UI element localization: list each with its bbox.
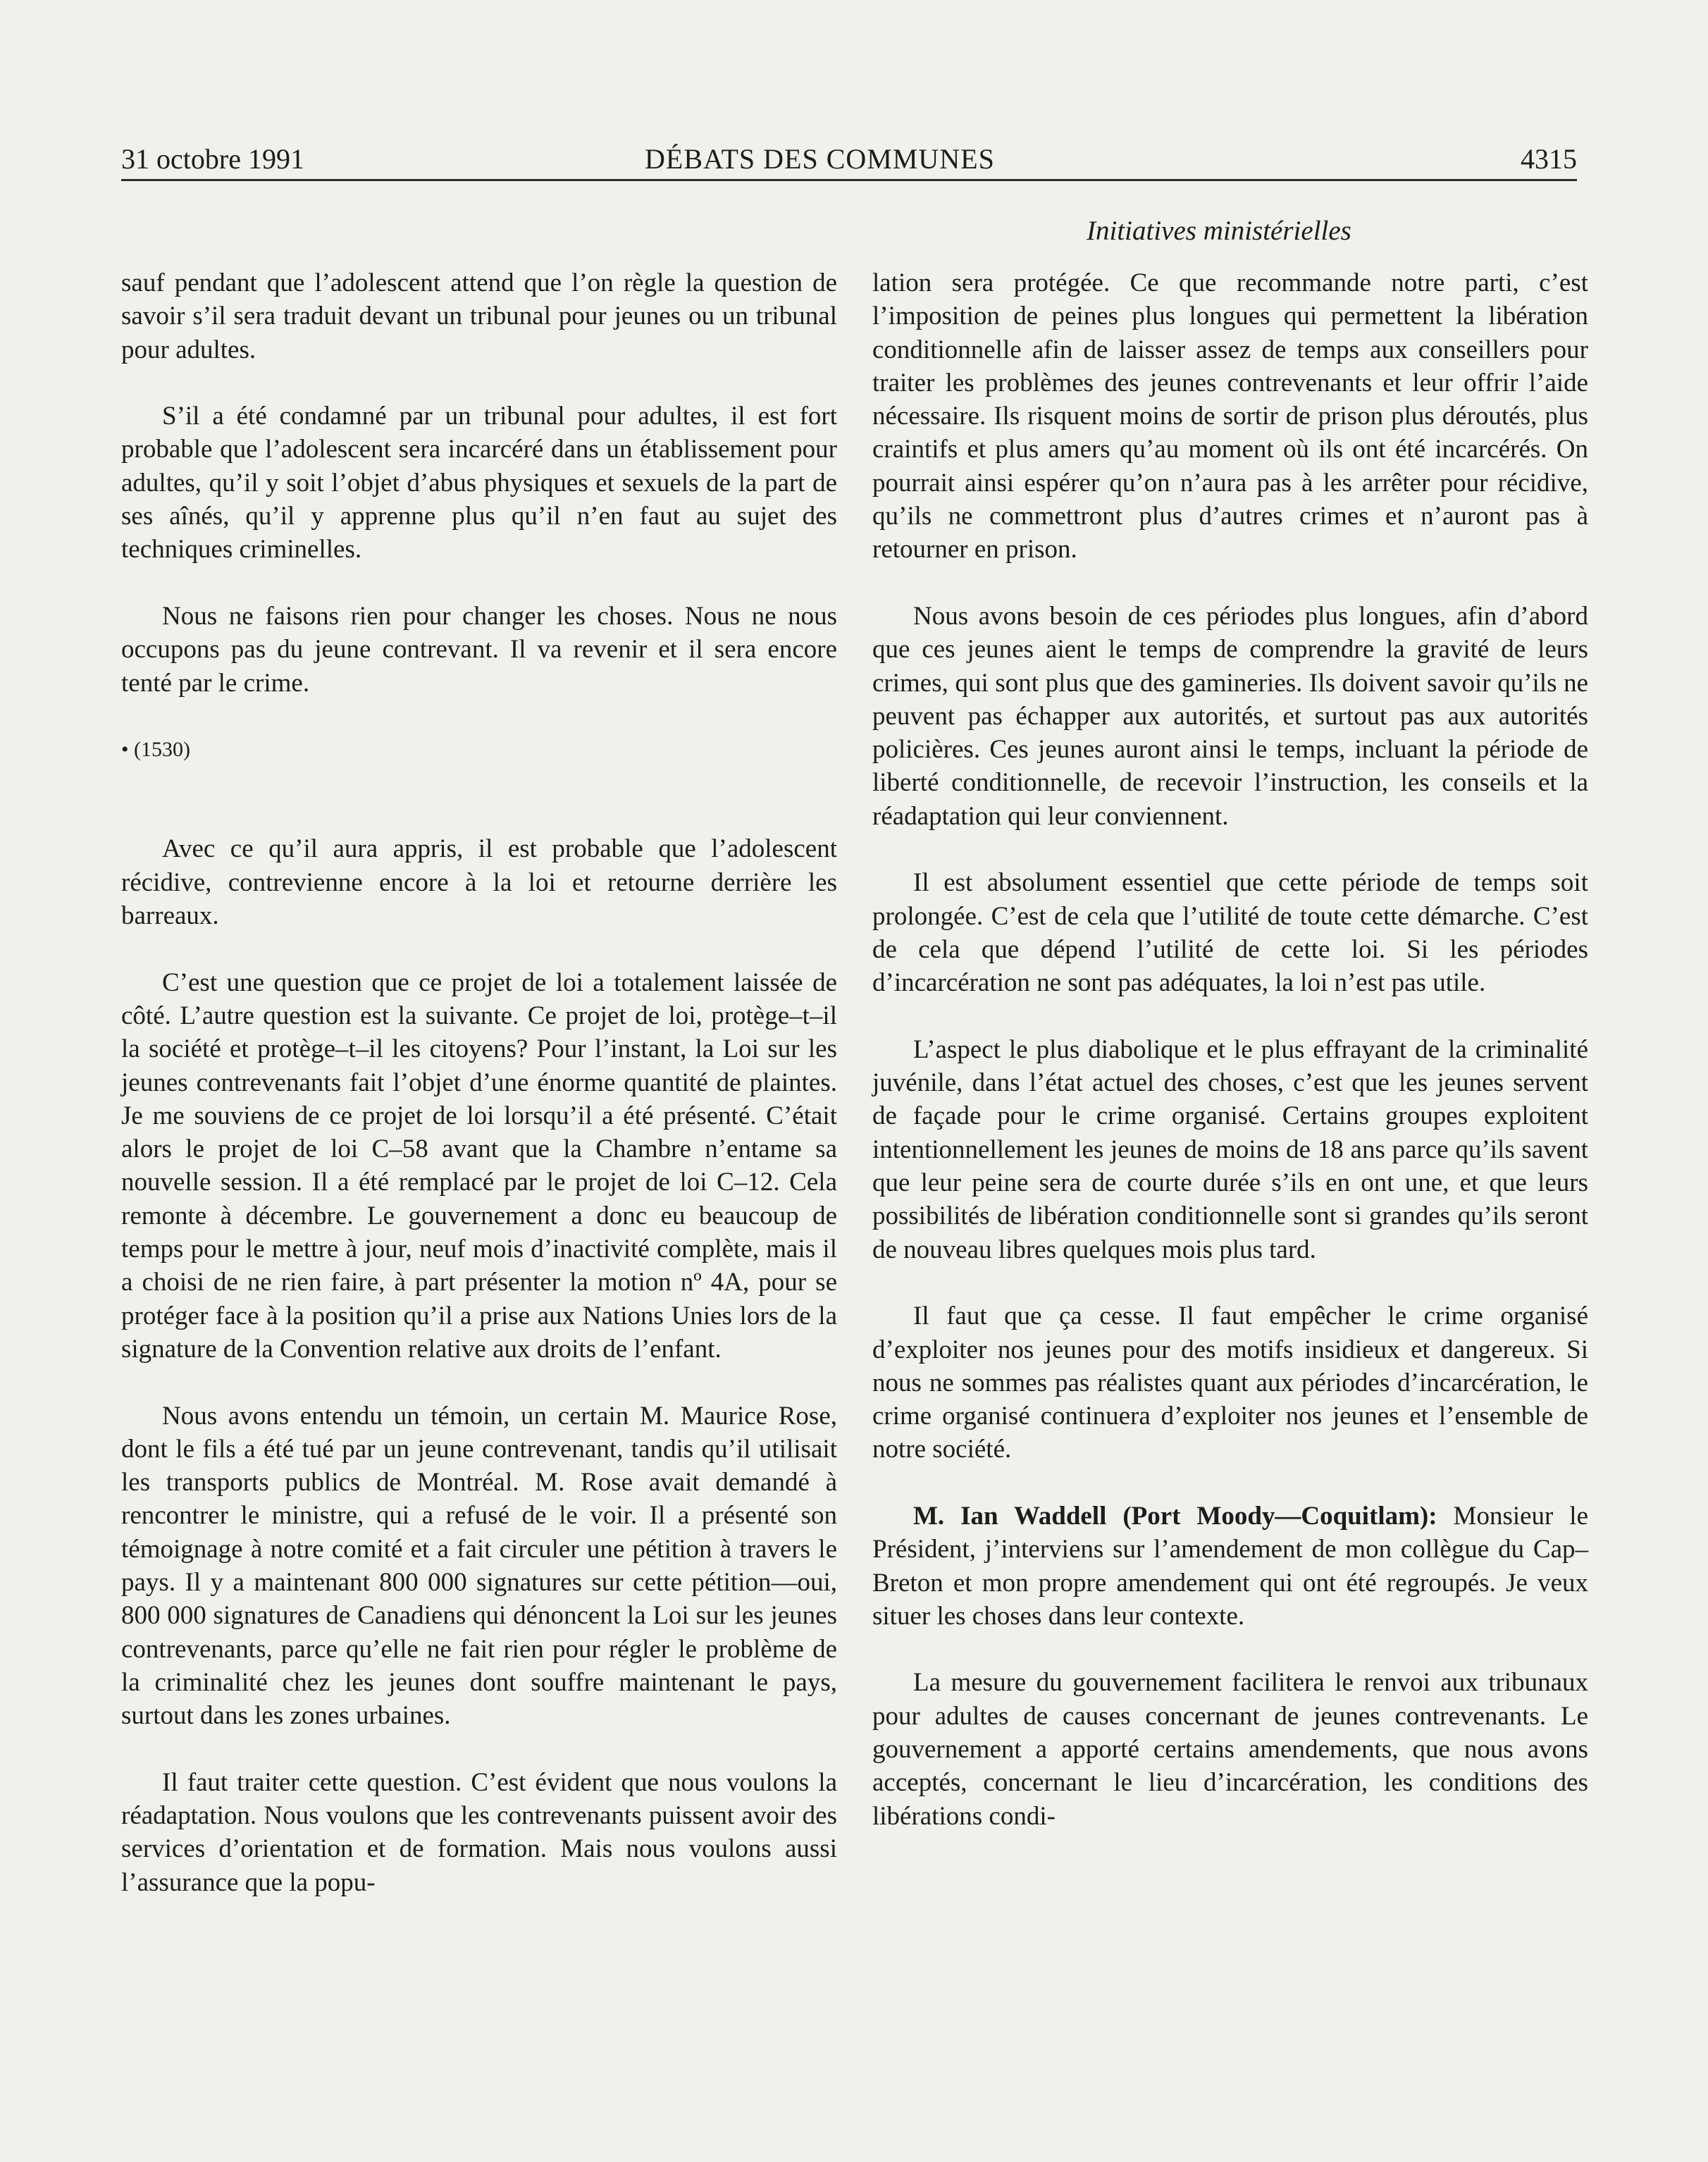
speech-paragraph: [872, 1500, 1588, 1633]
paragraph: Il faut traiter cette question. C’est évident que nous voulons la réadaptation. Nous voulons que les contrevenants puissent avoir des services d’orientation et de formation. Mais nous voulons aussi l’assurance que la popu-: [121, 1767, 837, 1897]
page-header: [121, 140, 1577, 179]
section-label: Initiatives ministérielles: [1087, 216, 1351, 246]
time-marker: • (1530): [121, 738, 190, 762]
paragraph: Nous avons entendu un témoin, un certain M. Maurice Rose, dont le fils a été tué par un jeune contrevenant, tandis qu’il utilisait les transports publics de Montréal. M. Rose avait demandé à rencontrer le ministre, qui a refusé de le voir. Il a présenté son témoignage à notre comité et a fait circuler une pétition à travers le pays. Il y a maintenant 800 000 signatures sur cette pétition—oui, 800 000 signatures de Canadiens qui dénoncent la Loi sur les jeunes contrevenants, parce qu’elle ne fait rien pour régler le problème de la criminalité chez les jeunes dont souffre maintenant le pays, surtout dans les zones urbaines.: [121, 1401, 837, 1731]
paragraph: S’il a été condamné par un tribunal pour adultes, il est fort probable que l’adolescent sera incarcéré dans un établissement pour adultes, qu’il y soit l’objet d’abus physiques et sexuels de la part de ses aînés, qu’il y apprenne plus qu’il n’en faut au sujet des techniques criminelles.: [121, 402, 837, 564]
header-rule: [121, 179, 1577, 181]
speech-text: Monsieur le Président, j’interviens sur l’amendement de mon collègue du Cap–Breton et mon propre amendement qui ont été regroupés. Je veux situer les choses dans leur contexte.: [872, 1501, 1588, 1631]
page-number: 4315: [1521, 143, 1577, 175]
paragraph: C’est une question que ce projet de loi a totalement laissée de côté. L’autre question est la suivante. Ce projet de loi, protège–t–il la société et protège–t–il les citoyens? Pour l’instant, la Loi sur les jeunes contrevenants fait l’objet d’une énorme quantité de plaintes. Je me souviens de ce projet de loi lorsqu’il a été présenté. C’était alors le projet de loi C–58 avant que la Chambre n’entame sa nouvelle session. Il a été remplacé par le projet de loi C–12. Cela remonte à décembre. Le gouvernement a donc eu beaucoup de temps pour le mettre à jour, neuf mois d’inactivité complète, mais il a choisi de ne rien faire, à part présenter la motion nº 4A, pour se protéger face à la position qu’il a prise aux Nations Unies lors de la signature de la Convention relative aux droits de l’enfant.: [121, 968, 837, 1364]
right-column: [872, 266, 1588, 1833]
left-column: [121, 266, 837, 1899]
speaker-name: M. Ian Waddell (Port Moody—Coquitlam):: [913, 1501, 1437, 1531]
paragraph: Nous avons besoin de ces périodes plus longues, afin d’abord que ces jeunes aient le temps de comprendre la gravité de leurs crimes, qui sont plus que des gamineries. Ils doivent savoir qu’ils ne peuvent pas échapper aux autorités, et surtout pas aux autorités policières. Ces jeunes auront ainsi le temps, incluant la période de liberté conditionnelle, de recevoir l’instruction, les conseils et la réadaptation qui leur conviennent.: [872, 601, 1588, 831]
paragraph: sauf pendant que l’adolescent attend que l’on règle la question de savoir s’il sera traduit devant un tribunal pour jeunes ou un tribunal pour adultes.: [121, 268, 837, 364]
paragraph: lation sera protégée. Ce que recommande notre parti, c’est l’imposition de peines plus longues qui permettent la libération conditionnelle afin de laisser assez de temps aux conseillers pour traiter les problèmes des jeunes contrevenants et leur offrir l’aide nécessaire. Ils risquent moins de sortir de prison plus déroutés, plus craintifs et plus amers qu’au moment où ils ont été incarcérés. On pourrait ainsi espérer qu’on n’aura pas à les arrêter pour récidive, qu’ils ne commettront plus d’autres crimes et n’auront pas à retourner en prison.: [872, 268, 1588, 564]
publication-title: DÉBATS DES COMMUNES: [645, 143, 995, 175]
paragraph: Nous ne faisons rien pour changer les choses. Nous ne nous occupons pas du jeune contrevant. Il va revenir et il sera encore tenté par le crime.: [121, 601, 837, 698]
paragraph: Avec ce qu’il aura appris, il est probable que l’adolescent récidive, contrevienne encore à la loi et retourne derrière les barreaux.: [121, 834, 837, 931]
paragraph: Il est absolument essentiel que cette période de temps soit prolongée. C’est de cela que l’utilité de toute cette démarche. C’est de cela que dépend l’utilité de cette loi. Si les périodes d’incarcération ne sont pas adéquates, la loi n’est pas utile.: [872, 868, 1588, 998]
paragraph: L’aspect le plus diabolique et le plus effrayant de la criminalité juvénile, dans l’état actuel des choses, c’est que les jeunes servent de façade pour le crime organisé. Certains groupes exploitent intentionnellement les jeunes de moins de 18 ans parce qu’ils savent que leur peine sera de courte durée s’ils en ont une, et que leurs possibilités de libération conditionnelle sont si grandes qu’ils seront de nouveau libres quelques mois plus tard.: [872, 1034, 1588, 1264]
paragraph: La mesure du gouvernement facilitera le renvoi aux tribunaux pour adultes de causes concernant de jeunes contrevenants. Le gouvernement a apporté certains amendements, que nous avons acceptés, concernant le lieu d’incarcération, les conditions des libérations condi-: [872, 1668, 1588, 1831]
paragraph: Il faut que ça cesse. Il faut empêcher le crime organisé d’exploiter nos jeunes pour des motifs insidieux et dangereux. Si nous ne sommes pas réalistes quant aux périodes d’incarcération, le crime organisé continuera d’exploiter nos jeunes et l’ensemble de notre société.: [872, 1302, 1588, 1464]
header-date: 31 octobre 1991: [121, 143, 304, 175]
